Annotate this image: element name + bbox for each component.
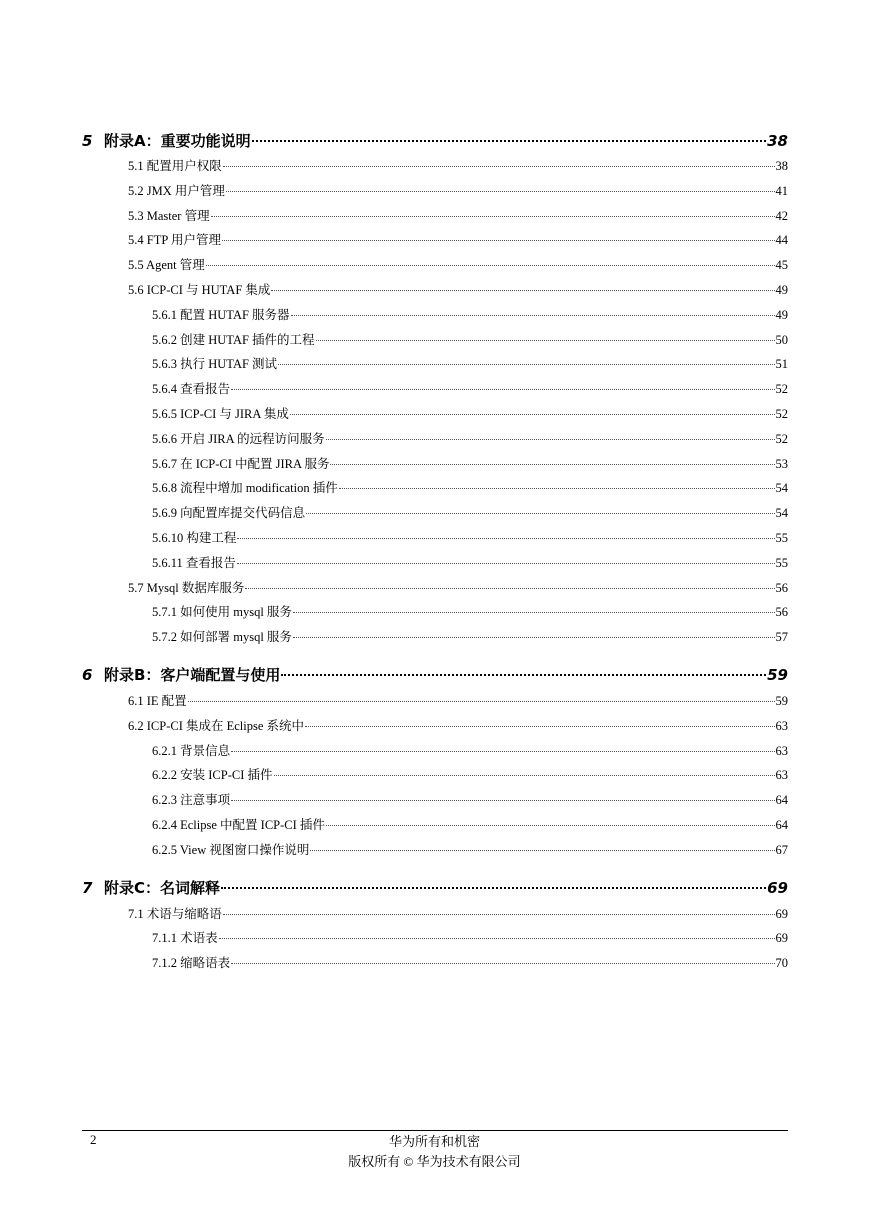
toc-entry-5-6-3[interactable]: [82, 352, 788, 377]
toc-page-number: 55: [775, 555, 788, 570]
footer-copyright: 版权所有 © 华为技术有限公司: [348, 1154, 521, 1169]
toc-page-number: 54: [775, 481, 788, 496]
toc-leader-dots: [223, 166, 775, 167]
toc-leader-dots: [222, 240, 775, 241]
toc-leader-dots: [326, 439, 775, 440]
toc-entry-5-4[interactable]: [82, 228, 788, 253]
toc-page-number: 69: [775, 931, 788, 946]
toc-entry-7-1[interactable]: [82, 902, 788, 927]
toc-entry-title: 附录B：客户端配置与使用: [104, 665, 281, 684]
toc-entry-title: 5.6.2 创建 HUTAF 插件的工程: [152, 332, 315, 347]
toc-entry-5-6-2[interactable]: [82, 328, 788, 353]
toc-entry-5-6[interactable]: [82, 278, 788, 303]
toc-page-number: 59: [767, 665, 788, 684]
toc-entry-section-7[interactable]: [82, 875, 788, 901]
toc-page-number: 52: [775, 406, 788, 421]
toc-page-number: 64: [775, 817, 788, 832]
toc-leader-dots: [237, 563, 775, 564]
toc-entry-title: 附录A：重要功能说明: [104, 132, 251, 150]
toc-entry-title: 5.6 ICP-CI 与 HUTAF 集成: [128, 282, 271, 297]
toc-leader-dots: [252, 140, 767, 142]
toc-entry-5-6-4[interactable]: [82, 377, 788, 402]
toc-leader-dots: [305, 726, 774, 727]
toc-page-number: 41: [775, 183, 788, 198]
toc-page-number: 56: [775, 580, 788, 595]
toc-page-number: 42: [775, 208, 788, 223]
toc-entry-title: 6.2.3 注意事项: [152, 793, 231, 808]
toc-leader-dots: [293, 637, 775, 638]
toc-leader-dots: [188, 701, 775, 702]
toc-leader-dots: [326, 825, 775, 826]
toc-entry-title: 5.6.5 ICP-CI 与 JIRA 集成: [152, 406, 289, 421]
footer-page-number: 2: [90, 1132, 97, 1147]
toc-page-number: 52: [775, 431, 788, 446]
toc-page-number: 64: [775, 793, 788, 808]
toc-entry-title: 6.1 IE 配置: [128, 693, 187, 708]
toc-page-number: 70: [775, 956, 788, 971]
toc-entry-title: 5.6.3 执行 HUTAF 测试: [152, 357, 278, 372]
toc-entry-5-6-10[interactable]: [82, 526, 788, 551]
toc-entry-5-5[interactable]: [82, 253, 788, 278]
toc-entry-5-6-5[interactable]: [82, 402, 788, 427]
toc-entry-5-7-2[interactable]: [82, 625, 788, 650]
toc-entry-title: 6.2.1 背景信息: [152, 743, 231, 758]
toc-page-number: 53: [775, 456, 788, 471]
toc-entry-title: 5.7 Mysql 数据库服务: [128, 580, 245, 595]
toc-entry-title: 5.6.6 开启 JIRA 的远程访问服务: [152, 431, 325, 446]
toc-page-number: 51: [775, 357, 788, 372]
toc-section-number: 5: [82, 132, 93, 150]
toc-page-number: 67: [775, 842, 788, 857]
toc-leader-dots: [223, 914, 775, 915]
toc-entry-5-6-11[interactable]: [82, 551, 788, 576]
toc-entry-5-6-9[interactable]: [82, 501, 788, 526]
toc-leader-dots: [306, 513, 774, 514]
toc-entry-title: 5.6.7 在 ICP-CI 中配置 JIRA 服务: [152, 456, 330, 471]
toc-leader-dots: [211, 216, 775, 217]
toc-entry-title: 5.7.2 如何部署 mysql 服务: [152, 630, 292, 645]
toc-page-number: 44: [775, 233, 788, 248]
toc-entry-6-2-4[interactable]: [82, 813, 788, 838]
toc-page-number: 55: [775, 530, 788, 545]
toc-leader-dots: [231, 800, 774, 801]
toc-entry-6-2-2[interactable]: [82, 763, 788, 788]
toc-entry-section-6[interactable]: [82, 662, 788, 688]
toc-leader-dots: [226, 191, 775, 192]
toc-leader-dots: [245, 588, 774, 589]
toc-leader-dots: [290, 414, 775, 415]
toc-page-number: 54: [775, 506, 788, 521]
toc-leader-dots: [291, 315, 775, 316]
toc-leader-dots: [278, 364, 774, 365]
toc-entry-title: 附录C：名词解释: [104, 878, 221, 897]
toc-section-number: 6: [82, 665, 93, 684]
toc-entry-7-1-2[interactable]: [82, 951, 788, 976]
toc-entry-title: 5.7.1 如何使用 mysql 服务: [152, 605, 292, 620]
toc-entry-title: 5.2 JMX 用户管理: [128, 183, 225, 198]
toc-entry-title: 6.2.4 Eclipse 中配置 ICP-CI 插件: [152, 817, 325, 832]
toc-entry-title: 5.6.10 构建工程: [152, 530, 237, 545]
toc-entry-7-1-1[interactable]: [82, 926, 788, 951]
toc-leader-dots: [221, 887, 766, 889]
toc-entry-5-6-6[interactable]: [82, 427, 788, 452]
toc-entry-title: 5.3 Master 管理: [128, 208, 210, 223]
toc-page-number: 69: [767, 878, 788, 897]
toc-leader-dots: [274, 775, 775, 776]
toc-leader-dots: [231, 389, 774, 390]
toc-page-number: 45: [775, 258, 788, 273]
toc-entry-5-6-8[interactable]: [82, 476, 788, 501]
toc-entry-title: 5.1 配置用户权限: [128, 159, 222, 173]
toc-entry-5-3[interactable]: [82, 204, 788, 229]
toc-page-number: 49: [775, 307, 788, 322]
toc-leader-dots: [231, 963, 774, 964]
toc-page-number: 52: [775, 382, 788, 397]
toc-entry-6-2[interactable]: [82, 714, 788, 739]
toc-page-number: 59: [775, 693, 788, 708]
toc-section-number: 7: [82, 878, 93, 897]
toc-page-number: 63: [775, 768, 788, 783]
toc-leader-dots: [293, 612, 775, 613]
toc-entry-6-2-1[interactable]: [82, 739, 788, 764]
toc-leader-dots: [310, 850, 774, 851]
toc-page-number: 50: [775, 332, 788, 347]
toc-entry-title: 7.1.1 术语表: [152, 931, 218, 946]
toc-entry-5-2[interactable]: [82, 179, 788, 204]
toc-leader-dots: [316, 340, 775, 341]
toc-entry-title: 7.1 术语与缩略语: [128, 906, 222, 921]
toc-page-number: 63: [775, 743, 788, 758]
toc-entry-title: 5.4 FTP 用户管理: [128, 233, 221, 248]
toc-leader-dots: [271, 290, 774, 291]
toc-page-number: 49: [775, 282, 788, 297]
toc-entry-6-2-3[interactable]: [82, 788, 788, 813]
toc-page-number: 38: [775, 159, 788, 173]
toc-leader-dots: [237, 538, 774, 539]
toc-leader-dots: [206, 265, 775, 266]
toc-entry-title: 6.2 ICP-CI 集成在 Eclipse 系统中: [128, 718, 305, 733]
toc-entry-title: 5.6.11 查看报告: [152, 555, 236, 570]
toc-entry-title: 6.2.5 View 视图窗口操作说明: [152, 842, 310, 857]
footer-confidential-notice: 华为所有和机密: [388, 1134, 480, 1149]
toc-page-number: 38: [767, 132, 788, 150]
toc-entry-5-7[interactable]: [82, 576, 788, 601]
toc-entry-title: 5.6.9 向配置库提交代码信息: [152, 506, 306, 521]
toc-entry-title: 7.1.2 缩略语表: [152, 956, 231, 971]
table-of-contents: [82, 128, 788, 976]
toc-page-number: 57: [775, 630, 788, 645]
toc-entry-6-1[interactable]: [82, 689, 788, 714]
toc-leader-dots: [219, 938, 775, 939]
toc-entry-title: 6.2.2 安装 ICP-CI 插件: [152, 768, 273, 783]
toc-leader-dots: [339, 488, 775, 489]
toc-entry-5-1[interactable]: [82, 154, 788, 179]
toc-page-number: 63: [775, 718, 788, 733]
toc-entry-5-6-7[interactable]: [82, 452, 788, 477]
toc-entry-title: 5.5 Agent 管理: [128, 258, 205, 273]
toc-entry-section-5[interactable]: [82, 128, 788, 154]
toc-entry-title: 5.6.1 配置 HUTAF 服务器: [152, 307, 290, 322]
toc-entry-title: 5.6.4 查看报告: [152, 382, 231, 397]
toc-page-number: 56: [775, 605, 788, 620]
toc-entry-6-2-5[interactable]: [82, 838, 788, 863]
toc-entry-title: 5.6.8 流程中增加 modification 插件: [152, 481, 338, 496]
toc-entry-5-6-1[interactable]: [82, 303, 788, 328]
toc-leader-dots: [281, 674, 766, 676]
toc-entry-5-7-1[interactable]: [82, 600, 788, 625]
toc-leader-dots: [330, 464, 774, 465]
toc-page-number: 69: [775, 906, 788, 921]
toc-leader-dots: [231, 751, 774, 752]
